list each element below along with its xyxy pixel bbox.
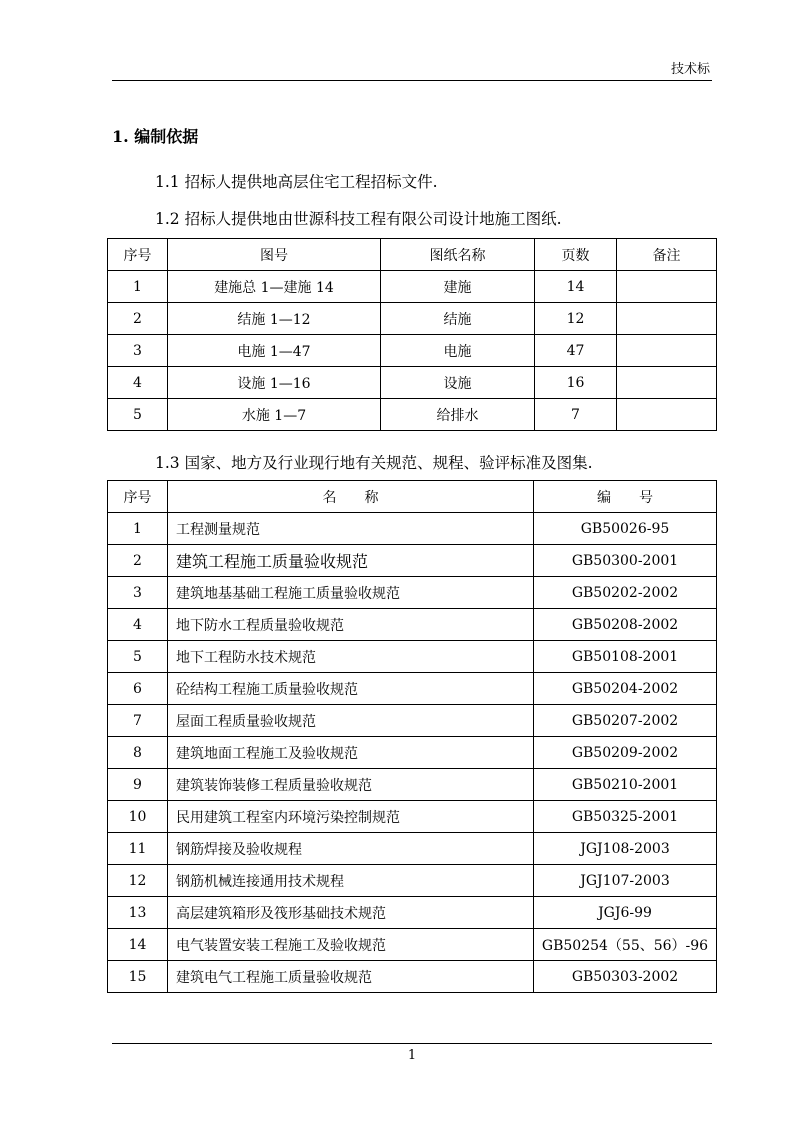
standard-name: 建筑地基基础工程施工质量验收规范 [168,577,534,609]
table-row [108,271,717,303]
column-header: 备注 [617,239,717,271]
table-row [108,833,717,865]
column-header: 页数 [535,239,617,271]
row-number: 12 [108,865,168,897]
drawings-table [107,238,717,431]
table-row [108,673,717,705]
row-number: 2 [108,545,168,577]
drawing-number: 水施 1—7 [168,399,381,431]
standard-code: GB50108-2001 [534,641,717,673]
table-row [108,641,717,673]
remarks [617,367,717,399]
paragraph-construction-drawings: 1.2 招标人提供地由世源科技工程有限公司设计地施工图纸. [155,210,562,228]
table-row [108,303,717,335]
section-title: 1. 编制依据 [112,127,199,146]
row-number: 4 [108,609,168,641]
column-header: 序号 [108,481,168,513]
standard-name: 建筑装饰装修工程质量验收规范 [168,769,534,801]
standard-code: JGJ107-2003 [534,865,717,897]
remarks [617,335,717,367]
standard-code: GB50209-2002 [534,737,717,769]
standard-name: 钢筋机械连接通用技术规程 [168,865,534,897]
drawing-number: 建施总 1—建施 14 [168,271,381,303]
table-row [108,897,717,929]
table-row [108,929,717,961]
standard-name: 建筑地面工程施工及验收规范 [168,737,534,769]
page-count: 7 [535,399,617,431]
table-row [108,577,717,609]
page-count: 16 [535,367,617,399]
row-number: 5 [108,641,168,673]
standard-code: GB50204-2002 [534,673,717,705]
standard-code: GB50208-2002 [534,609,717,641]
drawing-name: 电施 [381,335,535,367]
table-row [108,367,717,399]
table-row [108,609,717,641]
table-row [108,705,717,737]
row-number: 15 [108,961,168,993]
table-row [108,961,717,993]
standard-name: 钢筋焊接及验收规程 [168,833,534,865]
standard-code: JGJ6-99 [534,897,717,929]
column-header: 图纸名称 [381,239,535,271]
standard-name: 地下工程防水技术规范 [168,641,534,673]
drawing-number: 电施 1—47 [168,335,381,367]
table-row [108,513,717,545]
standard-code: GB50254（55、56）-96 [534,929,717,961]
table-row [108,399,717,431]
table-row [108,865,717,897]
paragraph-standards: 1.3 国家、地方及行业现行地有关规范、规程、验评标准及图集. [155,454,593,472]
standard-code: GB50303-2002 [534,961,717,993]
table-row [108,769,717,801]
standard-name: 地下防水工程质量验收规范 [168,609,534,641]
table-row [108,545,717,577]
row-number: 1 [108,513,168,545]
row-number: 9 [108,769,168,801]
table-row [108,801,717,833]
page-count: 12 [535,303,617,335]
column-header: 图号 [168,239,381,271]
standard-name: 砼结构工程施工质量验收规范 [168,673,534,705]
row-number: 3 [108,335,168,367]
row-number: 13 [108,897,168,929]
standard-name: 建筑电气工程施工质量验收规范 [168,961,534,993]
standard-code: GB50207-2002 [534,705,717,737]
drawing-name: 结施 [381,303,535,335]
table-header-row [108,239,717,271]
standard-code: GB50202-2002 [534,577,717,609]
header-label: 技术标 [670,62,710,77]
standard-code: JGJ108-2003 [534,833,717,865]
row-number: 6 [108,673,168,705]
drawing-name: 建施 [381,271,535,303]
page-number: 1 [407,1048,417,1063]
column-header: 序号 [108,239,168,271]
drawing-name: 给排水 [381,399,535,431]
standard-name: 屋面工程质量验收规范 [168,705,534,737]
drawing-name: 设施 [381,367,535,399]
page-footer [112,1043,712,1063]
standard-name: 电气装置安装工程施工及验收规范 [168,929,534,961]
column-header: 编 号 [534,481,717,513]
row-number: 10 [108,801,168,833]
row-number: 8 [108,737,168,769]
standard-code: GB50300-2001 [534,545,717,577]
paragraph-tender-documents: 1.1 招标人提供地高层住宅工程招标文件. [155,173,438,191]
row-number: 1 [108,271,168,303]
row-number: 3 [108,577,168,609]
row-number: 14 [108,929,168,961]
row-number: 7 [108,705,168,737]
page-count: 47 [535,335,617,367]
standards-table [107,480,717,993]
standard-name: 建筑工程施工质量验收规范 [168,545,534,577]
standard-name: 民用建筑工程室内环境污染控制规范 [168,801,534,833]
standard-code: GB50325-2001 [534,801,717,833]
row-number: 5 [108,399,168,431]
row-number: 4 [108,367,168,399]
standard-name: 高层建筑箱形及筏形基础技术规范 [168,897,534,929]
standard-code: GB50210-2001 [534,769,717,801]
standard-code: GB50026-95 [534,513,717,545]
drawing-number: 设施 1—16 [168,367,381,399]
remarks [617,271,717,303]
drawing-number: 结施 1—12 [168,303,381,335]
remarks [617,303,717,335]
table-row [108,335,717,367]
column-header: 名 称 [168,481,534,513]
standard-name: 工程测量规范 [168,513,534,545]
page-count: 14 [535,271,617,303]
table-header-row [108,481,717,513]
page-header [112,56,712,81]
remarks [617,399,717,431]
row-number: 11 [108,833,168,865]
table-row [108,737,717,769]
row-number: 2 [108,303,168,335]
